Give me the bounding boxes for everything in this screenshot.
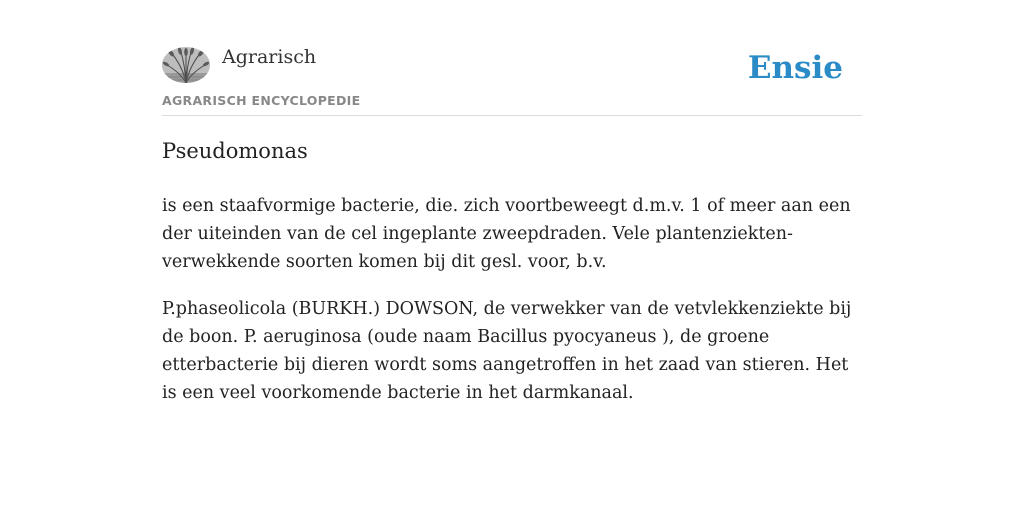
header xyxy=(162,0,862,116)
wheat-engraving-icon[interactable] xyxy=(162,47,210,83)
entry-body xyxy=(162,192,862,426)
entry-title: Pseudomonas xyxy=(162,139,308,163)
page xyxy=(162,0,862,403)
entry-paragraph: is een staafvormige bacterie, die. zich voortbeweegt d.m.v. 1 of meer aan een der uiteinden van de cel ingeplante zweepdraden. Vele plantenziekten-verwekkende soorten komen bij dit gesl. voor, b.v. xyxy=(162,196,851,272)
site-name[interactable]: Agrarisch xyxy=(222,46,317,68)
ensie-brand-link[interactable]: Ensie xyxy=(747,50,843,86)
entry-paragraph: P.phaseolicola (BURKH.) DOWSON, de verwekker van de vetvlekkenziekte bij de boon. P. aeruginosa (oude naam Bacillus pyocyaneus ), de groene etterbacterie bij dieren wordt soms aangetroffen in het zaad van stieren. Het is een veel voorkomende bacterie in het darmkanaal. xyxy=(162,299,852,403)
site-subtitle: AGRARISCH ENCYCLOPEDIE xyxy=(162,93,361,108)
